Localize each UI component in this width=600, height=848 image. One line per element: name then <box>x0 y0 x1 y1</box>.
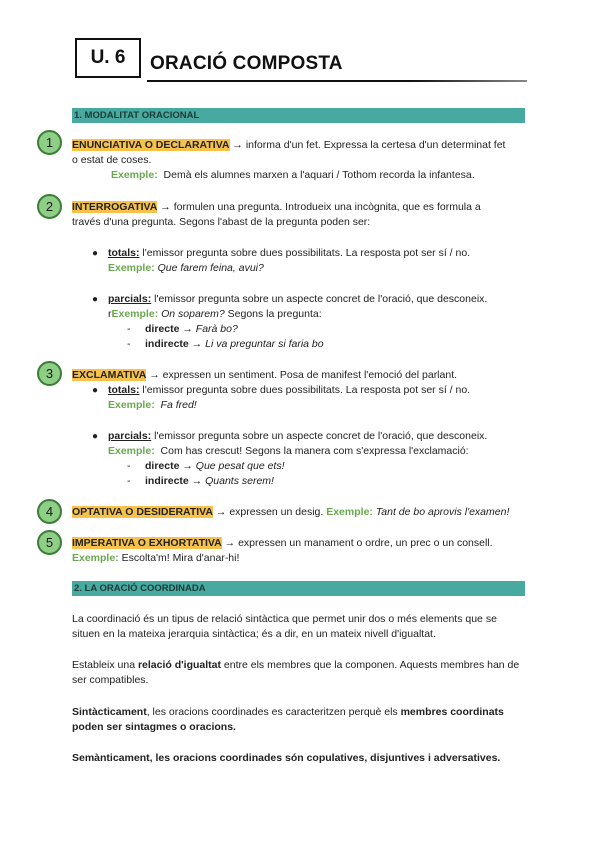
sub-directe <box>127 322 525 337</box>
dash-icon: - <box>127 475 131 487</box>
totals-term: totals: <box>108 384 140 396</box>
parcials-term: parcials: <box>108 293 152 305</box>
totals-term: totals: <box>108 247 140 259</box>
example-text: Com has crescut! <box>160 445 243 457</box>
text-span: Estableix una <box>72 659 138 671</box>
item-number-5: 5 <box>37 530 62 555</box>
parcials-desc: l'emissor pregunta sobre un aspecte concret de l'oració, que desconeix. <box>151 430 488 442</box>
parcials-term: parcials: <box>108 430 152 442</box>
parcials-tail: Segons la pregunta: <box>224 308 322 320</box>
bullet-icon: ● <box>92 248 99 259</box>
example-text: Que farem feina, avui? <box>157 262 264 274</box>
example-label: Exemple: <box>326 506 373 518</box>
bold-span: membres coordinats poden ser sintagmes o oracions. <box>72 706 504 733</box>
sub-text: Farà bo? <box>195 323 238 335</box>
imperativa-desc: → expressen un manament o ordre, un prec o un consell. <box>221 537 493 549</box>
item-number-2: 2 <box>37 194 62 219</box>
exclamativa-parcials <box>92 429 528 459</box>
dash-icon: - <box>127 323 131 335</box>
sub-arrow: → <box>179 460 196 472</box>
item-number-4: 4 <box>37 499 62 524</box>
dash-icon: - <box>127 338 131 350</box>
unit-label: U. 6 <box>75 38 141 78</box>
item-exclamativa <box>72 368 524 383</box>
bullet-icon: ● <box>92 294 99 305</box>
paragraph-semanticament: Semànticament, les oracions coordinades són copulatives, disjuntives i adversatives. <box>72 752 501 764</box>
sub-term: directe <box>145 323 180 335</box>
parcials-tail: Segons la manera com s'expressa l'exclamació: <box>242 445 469 457</box>
bold-span: relació d'igualtat <box>137 659 221 671</box>
item-number-1: 1 <box>37 130 62 155</box>
exclamativa-desc: → expressen un sentiment. Posa de manifest l'emoció del parlant. <box>146 369 458 381</box>
interrogativa-desc: → formulen una pregunta. Introdueix una incògnita, que es formula a <box>157 201 481 213</box>
sub-term: directe <box>145 460 180 472</box>
example-label: Exemple: <box>111 308 159 320</box>
item-interrogativa <box>72 200 524 230</box>
sub-text: Li va preguntar si faria bo <box>205 338 324 350</box>
sub-directe <box>127 459 525 474</box>
enunciativa-example <box>111 168 531 183</box>
paragraph-igualtat <box>72 658 524 688</box>
example-label: Exemple: <box>108 262 155 274</box>
item-optativa <box>72 505 524 520</box>
totals-desc: l'emissor pregunta sobre dues possibilitats. La resposta pot ser sí / no. <box>139 384 471 396</box>
interrogativa-label: INTERROGATIVA <box>72 201 158 213</box>
enunciativa-desc: → informa d'un fet. Expressa la certesa d'un determinat fet <box>229 139 506 151</box>
optativa-desc: → expressen un desig. <box>212 506 327 518</box>
sub-text: Que pesat que ets! <box>195 460 285 472</box>
example-text: Demà els alumnes marxen a l'aquari / Tothom recorda la infantesa. <box>163 169 475 181</box>
optativa-label: OPTATIVA O DESIDERATIVA <box>72 506 213 518</box>
sub-term: indirecte <box>145 475 189 487</box>
page-title: ORACIÓ COMPOSTA <box>150 53 343 74</box>
paragraph-sintacticament <box>72 705 524 735</box>
dash-icon: - <box>127 460 131 472</box>
example-label: Exemple: <box>111 169 158 181</box>
interrogativa-totals <box>92 246 528 276</box>
example-text: On soparem? <box>161 308 225 320</box>
text-span: , les oracions coordinades es caracteritzen perquè els <box>146 706 401 718</box>
example-label: Exemple: <box>108 399 155 411</box>
exclamativa-label: EXCLAMATIVA <box>72 369 147 381</box>
section-heading-coordinada: 2. LA ORACIÓ COORDINADA <box>72 581 525 596</box>
title-underline <box>147 80 527 82</box>
example-text: Escolta'm! Mira d'anar-hi! <box>118 552 240 564</box>
item-imperativa <box>72 536 524 566</box>
bold-span: Sintàcticament <box>72 706 147 718</box>
example-text: Tant de bo aprovis l'examen! <box>375 506 510 518</box>
sub-text: Quants serem! <box>205 475 274 487</box>
interrogativa-parcials <box>92 292 528 322</box>
section-heading-modalitat: 1. MODALITAT ORACIONAL <box>72 108 525 123</box>
sub-arrow: → <box>188 338 206 350</box>
sub-arrow: → <box>179 323 196 335</box>
stray-char: r <box>108 308 112 320</box>
bullet-icon: ● <box>92 385 99 396</box>
example-label: Exemple: <box>108 445 155 457</box>
item-number-3: 3 <box>37 361 62 386</box>
sub-arrow: → <box>188 475 206 487</box>
bullet-icon: ● <box>92 431 99 442</box>
paragraph-coordinacio: La coordinació és un tipus de relació sintàctica que permet unir dos o més elements que se situen en la mateixa jerarquia sintàctica; és a dir, en un mateix nivell d'igualtat. <box>72 613 497 640</box>
sub-indirecte <box>127 337 525 352</box>
exclamativa-totals <box>92 383 528 413</box>
example-text: Fa fred! <box>160 399 197 411</box>
interrogativa-desc-2: través d'una pregunta. Segons l'abast de la pregunta poden ser: <box>72 216 371 228</box>
example-label: Exemple: <box>72 552 119 564</box>
sub-term: indirecte <box>145 338 189 350</box>
sub-indirecte <box>127 474 525 489</box>
text-span: entre els membres que la componen. Aquests membres han de ser compatibles. <box>72 659 520 686</box>
imperativa-label: IMPERATIVA O EXHORTATIVA <box>72 537 222 549</box>
item-enunciativa <box>72 138 524 168</box>
totals-desc: l'emissor pregunta sobre dues possibilitats. La resposta pot ser sí / no. <box>139 247 471 259</box>
parcials-desc: l'emissor pregunta sobre un aspecte concret de l'oració, que desconeix. <box>151 293 488 305</box>
enunciativa-desc-2: o estat de coses. <box>72 154 152 166</box>
enunciativa-label: ENUNCIATIVA O DECLARATIVA <box>72 139 230 151</box>
